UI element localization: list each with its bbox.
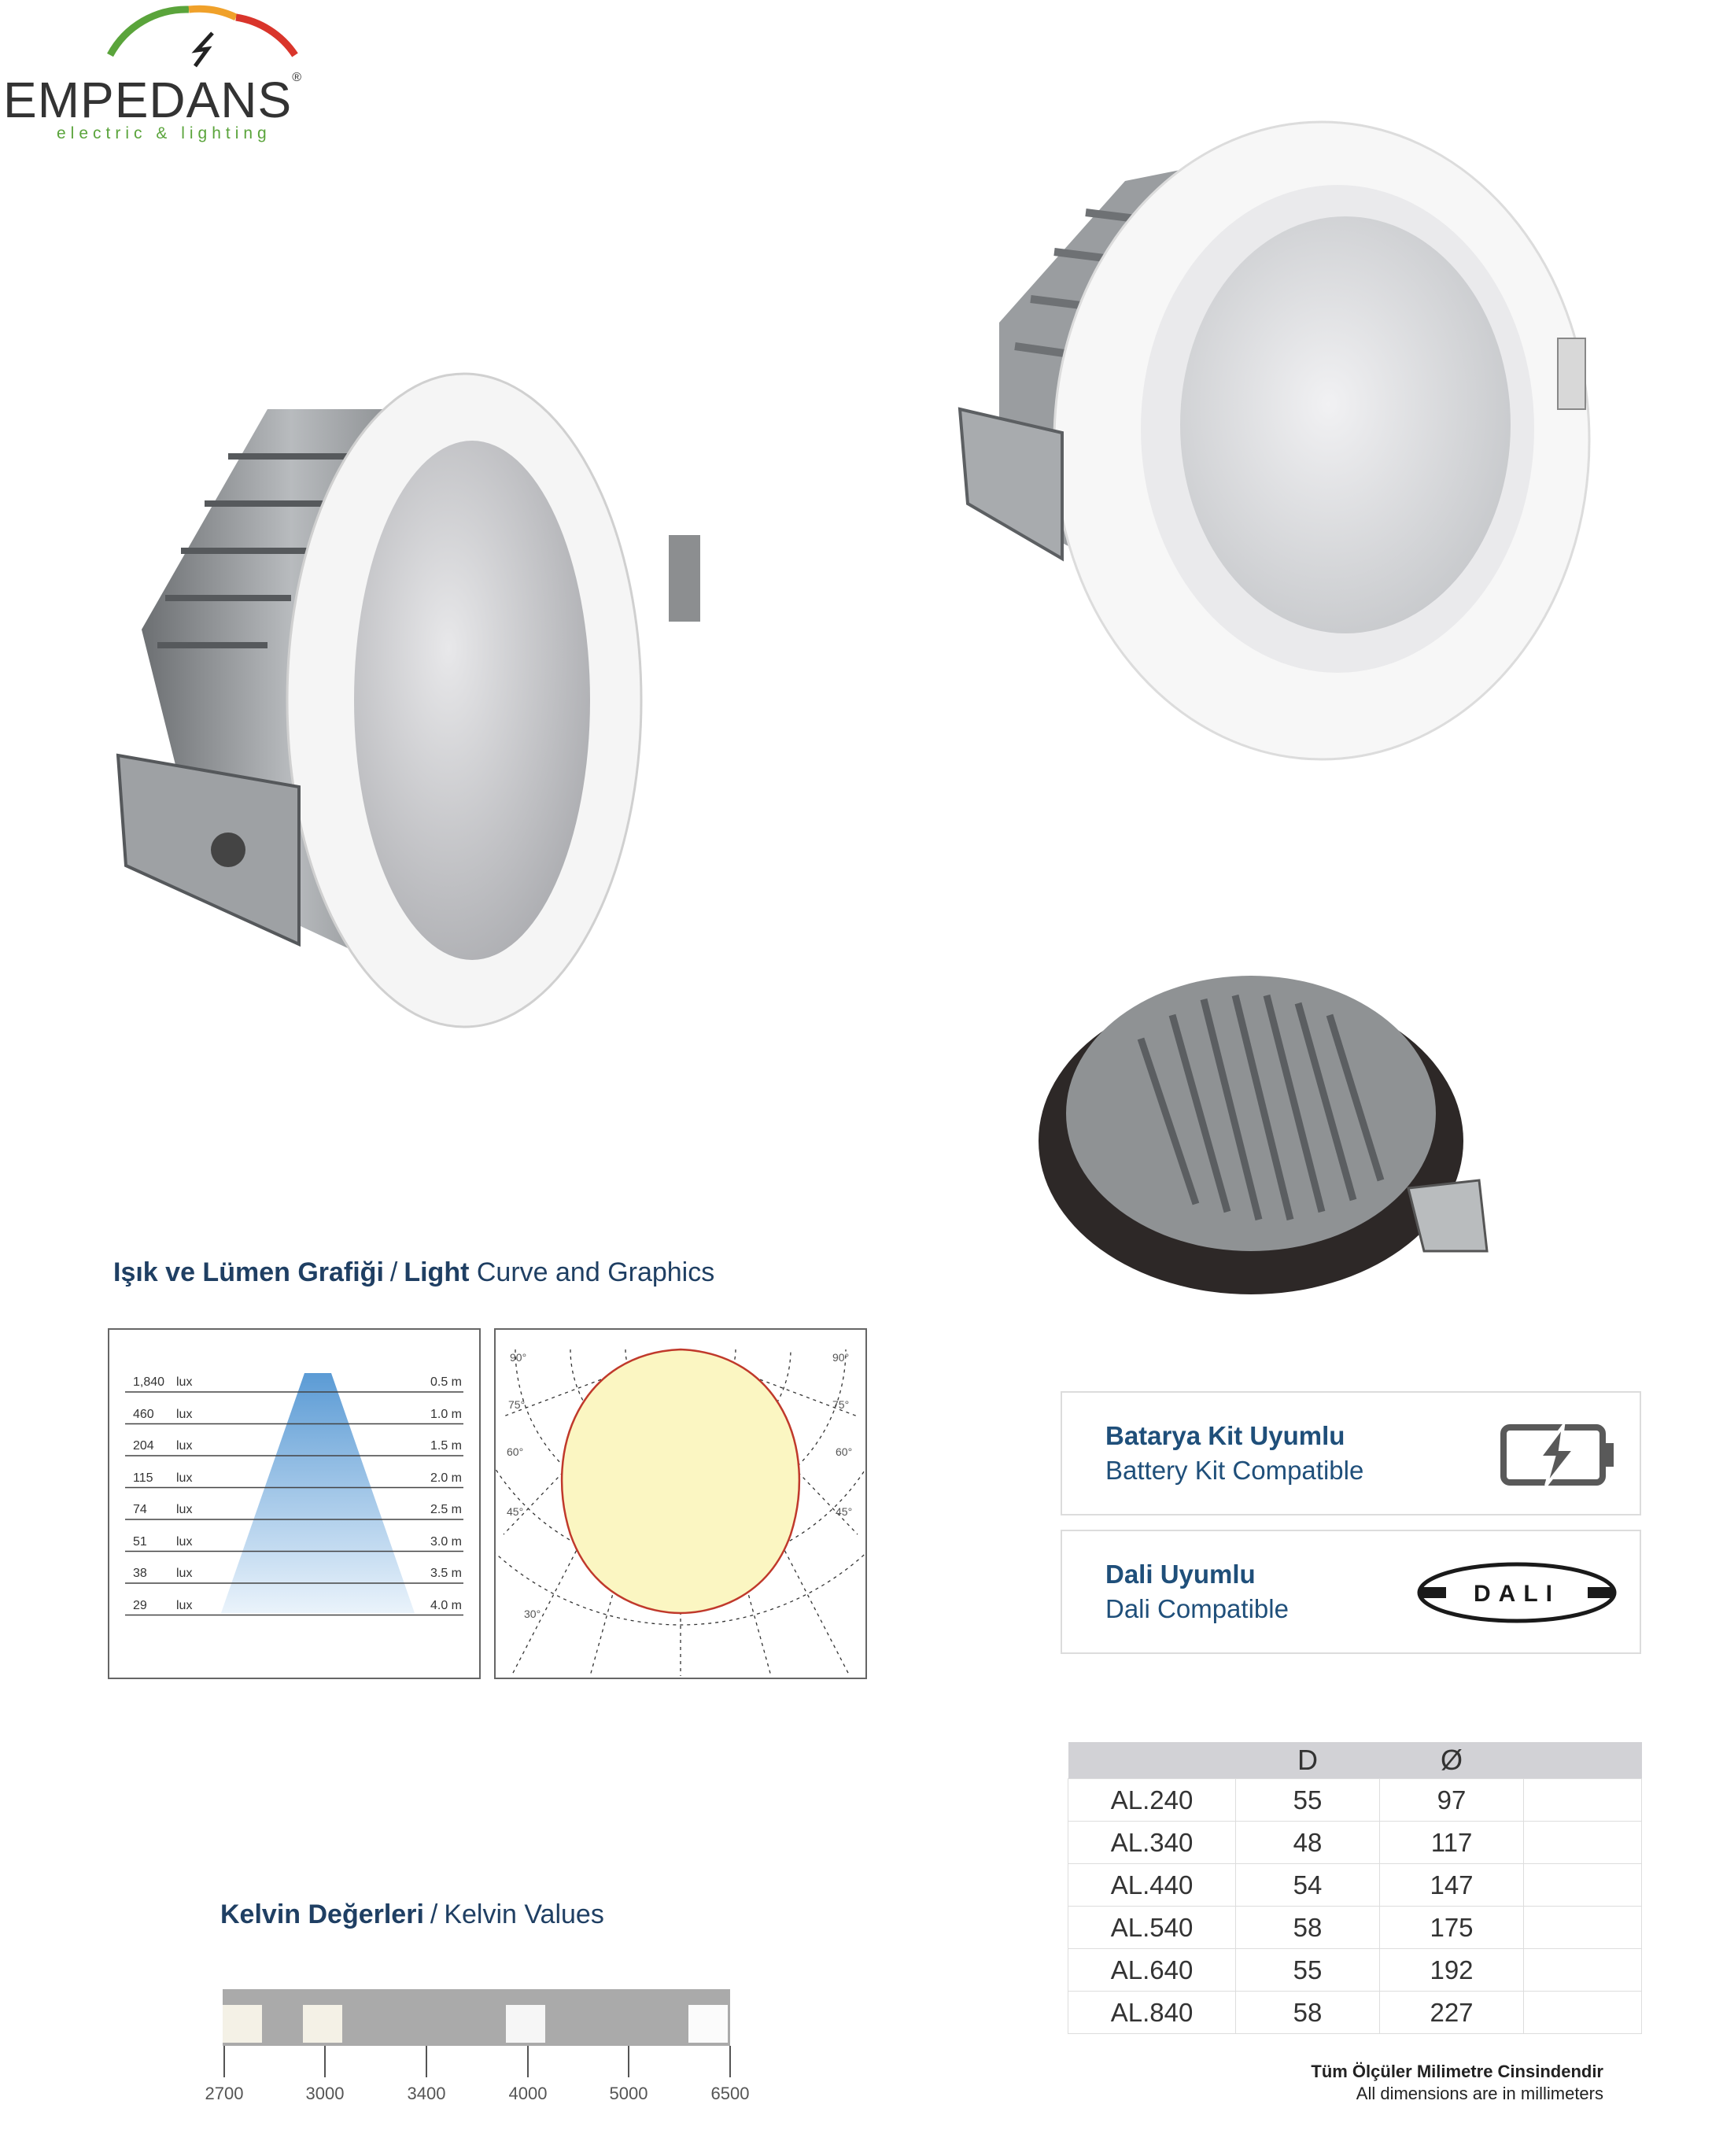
kelvin-title: Kelvin Değerleri / Kelvin Values <box>220 1899 604 1929</box>
cell-d: 54 <box>1236 1864 1380 1907</box>
kelvin-tick-label: 2700 <box>205 2084 244 2103</box>
light-curve-title: Işık ve Lümen Grafiği / Light Curve and Graphics <box>113 1257 715 1287</box>
header-depth: D <box>1236 1742 1380 1779</box>
polar-label-45-right: 45° <box>836 1505 853 1518</box>
brand-logo <box>0 0 315 150</box>
polar-label-75-left: 75° <box>508 1398 526 1411</box>
cell-model: AL.540 <box>1068 1907 1236 1949</box>
cell-empty <box>1524 1822 1642 1864</box>
polar-label-45-left: 45° <box>507 1505 524 1518</box>
kelvin-tick <box>527 2046 529 2077</box>
feature-battery-title: Batarya Kit Uyumlu <box>1105 1421 1345 1450</box>
cell-empty <box>1524 1949 1642 1992</box>
table-row <box>1068 1907 1642 1949</box>
lux-unit: lux <box>176 1534 193 1549</box>
table-row <box>1068 1949 1642 1992</box>
feature-dali-subtitle: Dali Compatible <box>1105 1594 1289 1623</box>
kelvin-tick-label: 3000 <box>305 2084 345 2103</box>
lux-value: 51 <box>133 1534 147 1549</box>
kelvin-tick-label: 5000 <box>609 2084 648 2103</box>
cell-dia: 227 <box>1380 1992 1524 2034</box>
footnote-tr: Tüm Ölçüler Milimetre Cinsindendir <box>1311 2062 1603 2081</box>
product-photo-front <box>952 118 1597 826</box>
table-row <box>1068 1779 1642 1822</box>
header-diameter: Ø <box>1380 1742 1524 1779</box>
cell-d: 55 <box>1236 1779 1380 1822</box>
polar-diagram <box>496 1330 865 1678</box>
polar-label-60-left: 60° <box>507 1445 524 1458</box>
feature-battery-subtitle: Battery Kit Compatible <box>1105 1456 1364 1485</box>
lux-unit: lux <box>176 1598 193 1612</box>
footnote-en: All dimensions are in millimeters <box>1356 2084 1603 2103</box>
lux-value: 204 <box>133 1439 154 1453</box>
lux-distance: 3.0 m <box>430 1534 462 1549</box>
cell-model: AL.840 <box>1068 1992 1236 2034</box>
kelvin-tick <box>628 2046 629 2077</box>
table-header-row <box>1068 1742 1642 1779</box>
table-row <box>1068 1822 1642 1864</box>
kelvin-scale-bar <box>223 1989 730 2046</box>
cell-dia: 192 <box>1380 1949 1524 1992</box>
cell-model: AL.440 <box>1068 1864 1236 1907</box>
table-row <box>1068 1864 1642 1907</box>
lux-unit: lux <box>176 1567 193 1580</box>
brand-tagline: electric & lighting <box>57 124 271 142</box>
logo-arc-icon <box>94 0 299 71</box>
polar-candela-chart <box>494 1328 867 1679</box>
polar-label-90-right: 90° <box>832 1351 850 1364</box>
lux-distance: 3.5 m <box>430 1567 462 1580</box>
lux-distance: 4.0 m <box>430 1598 462 1612</box>
lux-distance: 2.5 m <box>430 1503 462 1516</box>
cell-dia: 175 <box>1380 1907 1524 1949</box>
kelvin-tick <box>223 2046 225 2077</box>
polar-label-75-right: 75° <box>832 1398 850 1411</box>
lux-value: 74 <box>133 1503 147 1516</box>
lux-value: 115 <box>133 1471 153 1485</box>
header-extra <box>1524 1742 1642 1779</box>
cell-model: AL.640 <box>1068 1949 1236 1992</box>
lux-value: 460 <box>133 1407 154 1421</box>
cell-d: 48 <box>1236 1822 1380 1864</box>
product-photo-side <box>110 346 740 1102</box>
kelvin-swatch-2700 <box>223 2005 262 2043</box>
table-row <box>1068 1992 1642 2034</box>
lux-distance: 1.0 m <box>430 1407 462 1421</box>
cell-d: 58 <box>1236 1907 1380 1949</box>
polar-label-60-right: 60° <box>836 1445 853 1458</box>
cell-empty <box>1524 1779 1642 1822</box>
battery-charging-icon <box>1499 1421 1617 1487</box>
feature-dali-title: Dali Uyumlu <box>1105 1560 1256 1589</box>
lux-value: 29 <box>133 1598 147 1612</box>
lux-chart <box>108 1328 481 1679</box>
kelvin-tick <box>426 2046 427 2077</box>
cell-d: 58 <box>1236 1992 1380 2034</box>
lux-unit: lux <box>176 1471 193 1485</box>
cell-dia: 147 <box>1380 1864 1524 1907</box>
kelvin-tick <box>324 2046 326 2077</box>
header-model <box>1068 1742 1236 1779</box>
polar-label-90-left: 90° <box>510 1351 527 1364</box>
lux-unit: lux <box>176 1503 193 1516</box>
cell-empty <box>1524 1992 1642 2034</box>
lux-distance: 0.5 m <box>430 1375 462 1389</box>
dimensions-table <box>1068 1742 1642 2034</box>
cell-empty <box>1524 1907 1642 1949</box>
kelvin-swatch-3000 <box>303 2005 342 2043</box>
svg-text:DALI: DALI <box>1474 1581 1560 1607</box>
cell-empty <box>1524 1864 1642 1907</box>
kelvin-tick-label: 6500 <box>710 2084 750 2103</box>
kelvin-tick-label: 3400 <box>407 2084 446 2103</box>
dali-logo <box>1415 1560 1619 1626</box>
feature-dali <box>1061 1530 1641 1654</box>
lux-distance: 2.0 m <box>430 1471 462 1485</box>
kelvin-tick-label: 4000 <box>508 2084 548 2103</box>
feature-battery-kit <box>1061 1391 1641 1515</box>
kelvin-tick <box>729 2046 731 2077</box>
cell-dia: 97 <box>1380 1779 1524 1822</box>
lux-cone <box>109 1330 479 1678</box>
brand-wordmark: EMPEDANS® <box>3 71 302 128</box>
cell-model: AL.240 <box>1068 1779 1236 1822</box>
cell-model: AL.340 <box>1068 1822 1236 1864</box>
lux-distance: 1.5 m <box>430 1439 462 1453</box>
lux-unit: lux <box>176 1407 193 1421</box>
cell-d: 55 <box>1236 1949 1380 1992</box>
cell-dia: 117 <box>1380 1822 1524 1864</box>
kelvin-swatch-4000 <box>506 2005 545 2043</box>
lux-unit: lux <box>176 1375 193 1389</box>
kelvin-swatch-6500 <box>688 2005 728 2043</box>
lux-unit: lux <box>176 1439 193 1453</box>
polar-label-30-left: 30° <box>524 1608 541 1620</box>
lux-value: 1,840 <box>133 1375 165 1389</box>
product-photo-back <box>1015 921 1518 1322</box>
lux-value: 38 <box>133 1567 147 1580</box>
